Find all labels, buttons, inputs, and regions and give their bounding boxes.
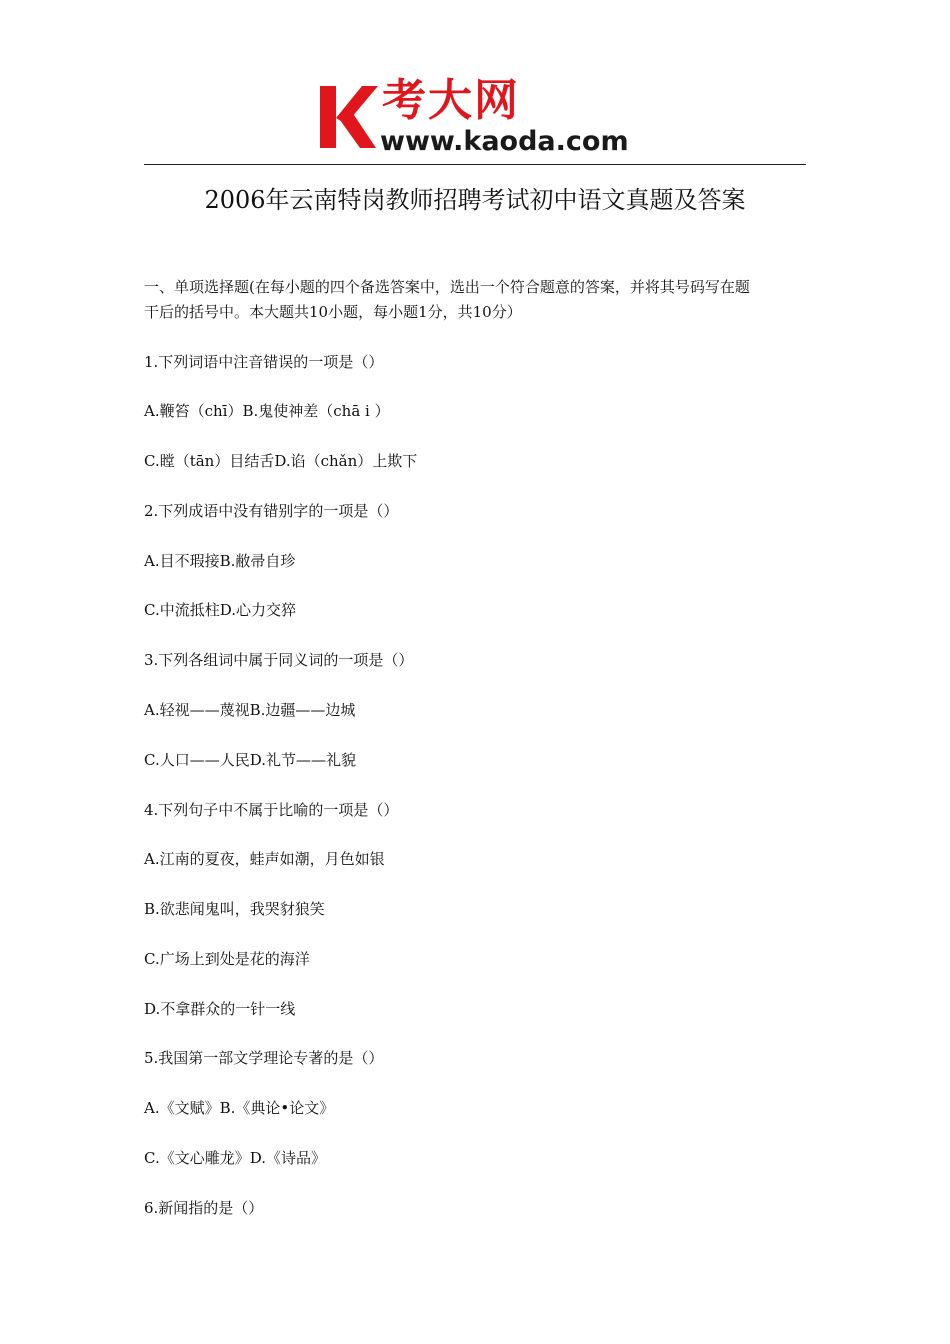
question-3: 3.下列各组词中属于同义词的一项是（） [144, 651, 414, 669]
question-1-options-cd: C.瞠（tān）目结舌D.谄（chǎn）上欺下 [144, 452, 418, 470]
question-2: 2.下列成语中没有错别字的一项是（） [144, 502, 399, 520]
question-6: 6.新闻指的是（） [144, 1199, 264, 1217]
question-4-option-b: B.欲悲闻鬼叫，我哭豺狼笑 [144, 900, 325, 918]
question-4: 4.下列句子中不属于比喻的一项是（） [144, 801, 399, 819]
question-1: 1.下列词语中注音错误的一项是（） [144, 353, 384, 371]
instruction-line-1: 一、单项选择题(在每小题的四个备选答案中，选出一个符合题意的答案，并将其号码写在题 [144, 278, 750, 296]
header-divider [144, 164, 806, 165]
kaoda-logo [318, 76, 638, 160]
question-1-options-ab: A.鞭笞（chī）B.鬼使神差（chā i ） [144, 402, 390, 420]
question-4-option-a: A.江南的夏夜，蛙声如潮，月色如银 [144, 850, 385, 868]
question-5: 5.我国第一部文学理论专著的是（） [144, 1049, 384, 1067]
question-4-option-c: C.广场上到处是花的海洋 [144, 950, 310, 968]
question-4-option-d: D.不拿群众的一针一线 [144, 1000, 296, 1018]
question-5-options-ab: A.《文赋》B.《典论•论文》 [144, 1099, 335, 1117]
document-title: 2006年云南特岗教师招聘考试初中语文真题及答案 [204, 186, 746, 214]
question-5-options-cd: C.《文心雕龙》D.《诗品》 [144, 1149, 326, 1167]
question-2-options-ab: A.目不瑕接B.敝帚自珍 [144, 552, 296, 570]
question-2-options-cd: C.中流抵柱D.心力交猝 [144, 601, 296, 619]
instruction-line-2: 干后的括号中。本大题共10小题，每小题1分，共10分） [144, 303, 522, 321]
logo-url-text: www.kaoda.com [380, 126, 629, 157]
question-3-options-cd: C.人口——人民D.礼节——礼貌 [144, 751, 356, 769]
logo-chinese-text: 考大网 [382, 75, 520, 126]
question-3-options-ab: A.轻视——蔑视B.边疆——边城 [144, 701, 356, 719]
k-logo-icon [318, 82, 380, 152]
